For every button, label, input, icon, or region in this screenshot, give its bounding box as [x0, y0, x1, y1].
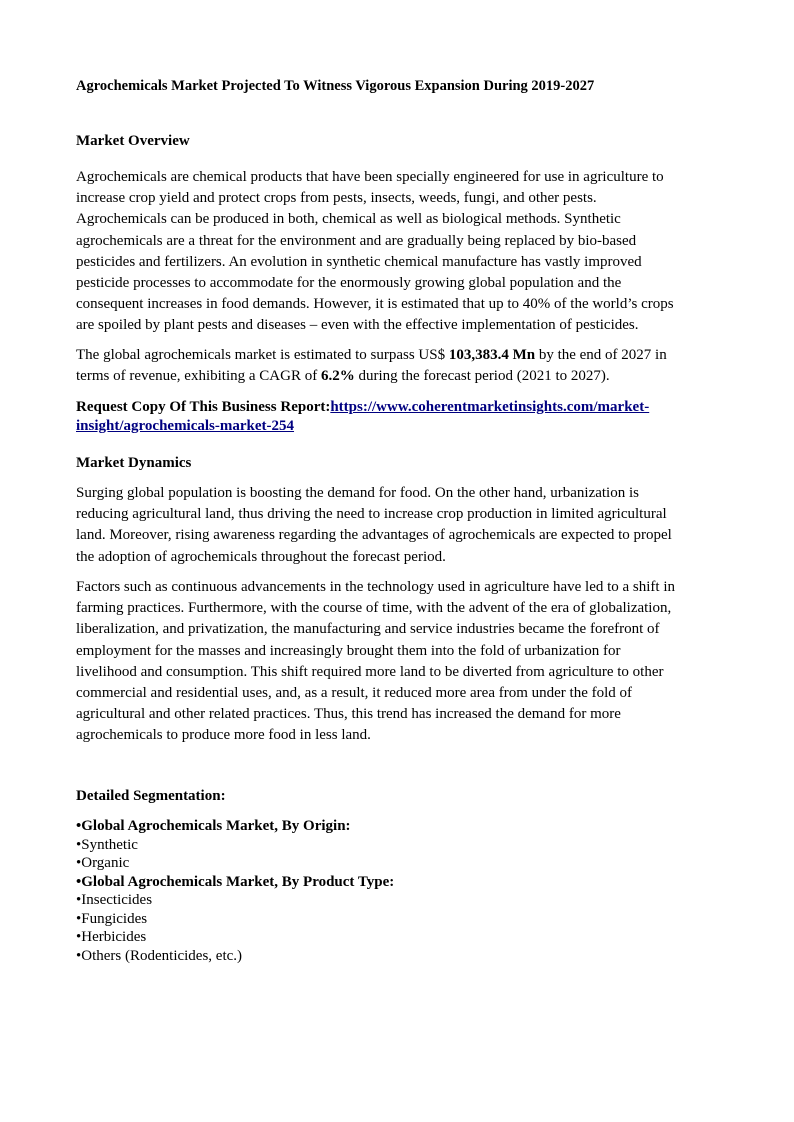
text-line: pesticide processes to accommodate for the enormously growing global population and the [76, 275, 622, 292]
section-heading-market-overview: Market Overview [76, 133, 190, 149]
dynamics-paragraph-2 [76, 577, 726, 747]
text-line: agricultural and other related practices. Thus, this trend has increased the demand for more [76, 706, 621, 723]
text-line: the adoption of agrochemicals throughout the forecast period. [76, 548, 446, 565]
list-item: •Fungicides [76, 910, 148, 927]
text-line: farming practices. Furthermore, with the course of time, with the advent of the era of globalization, [76, 600, 672, 617]
text-line: agrochemicals to produce more food in less land. [76, 727, 371, 744]
request-copy [76, 398, 726, 436]
text-line: Agrochemicals can be produced in both, chemical as well as biological methods. Synthetic [76, 211, 621, 228]
text-line: consequent increases in food demands. However, it is estimated that up to 40% of the world’s crops [76, 296, 674, 313]
list-item: •Insecticides [76, 892, 153, 908]
text-line: Factors such as continuous advancements in the technology used in agriculture have led to a shift in [76, 579, 676, 595]
dynamics-paragraph-1 [76, 483, 726, 568]
text-line: liberalization, and privatization, the manufacturing and service industries became the forefront of [76, 621, 660, 638]
section-heading-market-dynamics: Market Dynamics [76, 455, 192, 471]
text-line: pesticides and fertilizers. An evolution in synthetic chemical manufacture has vastly improved [76, 253, 642, 270]
cagr-value: 6.2% [320, 368, 355, 385]
text-line: Agrochemicals are chemical products that have been specially engineered for use in agriculture to [76, 169, 664, 185]
list-item: •Synthetic [76, 836, 138, 853]
text-line: livelihood and consumption. This shift required more land to be diverted from agriculture to other [76, 663, 664, 680]
report-link-continued[interactable]: insight/agrochemicals-market-254 [76, 418, 295, 434]
list-item: •Herbicides [76, 929, 147, 945]
text-line [76, 398, 726, 417]
market-size-value: 103,383.4 Mn [448, 347, 536, 363]
text-line: land. Moreover, rising awareness regarding the advantages of agrochemicals are expected to propel [76, 527, 672, 544]
list-item: •Organic [76, 855, 130, 871]
text-line [76, 345, 726, 366]
text-line: reducing agricultural land, thus driving the need to increase crop production in limited agricultural [76, 506, 667, 523]
report-link[interactable]: https://www.coherentmarketinsights.com/market- [330, 399, 650, 415]
text-line: agrochemicals are a threat for the environment and are gradually being replaced by bio-based [76, 232, 637, 249]
text-line: increase crop yield and protect crops from pests, insects, weeds, fungi, and other pests. [76, 190, 597, 207]
list-item: •Others (Rodenticides, etc.) [76, 947, 243, 964]
market-size-text: by the end of 2027 in [535, 347, 667, 363]
section-heading-detailed-segmentation: Detailed Segmentation: [76, 788, 226, 804]
segment-heading-product-type: •Global Agrochemicals Market, By Product Type: [76, 873, 395, 890]
text-line: commercial and residential uses, and, as a result, it reduced more area from under the fold of [76, 685, 633, 702]
cagr-text: during the forecast period (2021 to 2027). [354, 368, 610, 385]
text-line: are spoiled by plant pests and diseases – even with the effective implementation of pesticides. [76, 317, 639, 334]
segmentation-list [76, 817, 726, 965]
market-size-paragraph [76, 345, 726, 387]
market-size-text: The global agrochemicals market is estimated to surpass US$ [76, 347, 449, 363]
text-line: employment for the masses and increasingly brought them into the fold of urbanization for [76, 642, 621, 659]
cagr-text: terms of revenue, exhibiting a CAGR of [76, 368, 321, 385]
text-line [76, 366, 726, 387]
text-line [76, 417, 726, 436]
segment-heading-origin: •Global Agrochemicals Market, By Origin: [76, 818, 351, 834]
request-label: Request Copy Of This Business Report: [76, 399, 331, 415]
overview-paragraph [76, 167, 726, 337]
document-title: Agrochemicals Market Projected To Witness Vigorous Expansion During 2019-2027 [76, 78, 595, 94]
text-line: Surging global population is boosting the demand for food. On the other hand, urbanization is [76, 485, 639, 501]
